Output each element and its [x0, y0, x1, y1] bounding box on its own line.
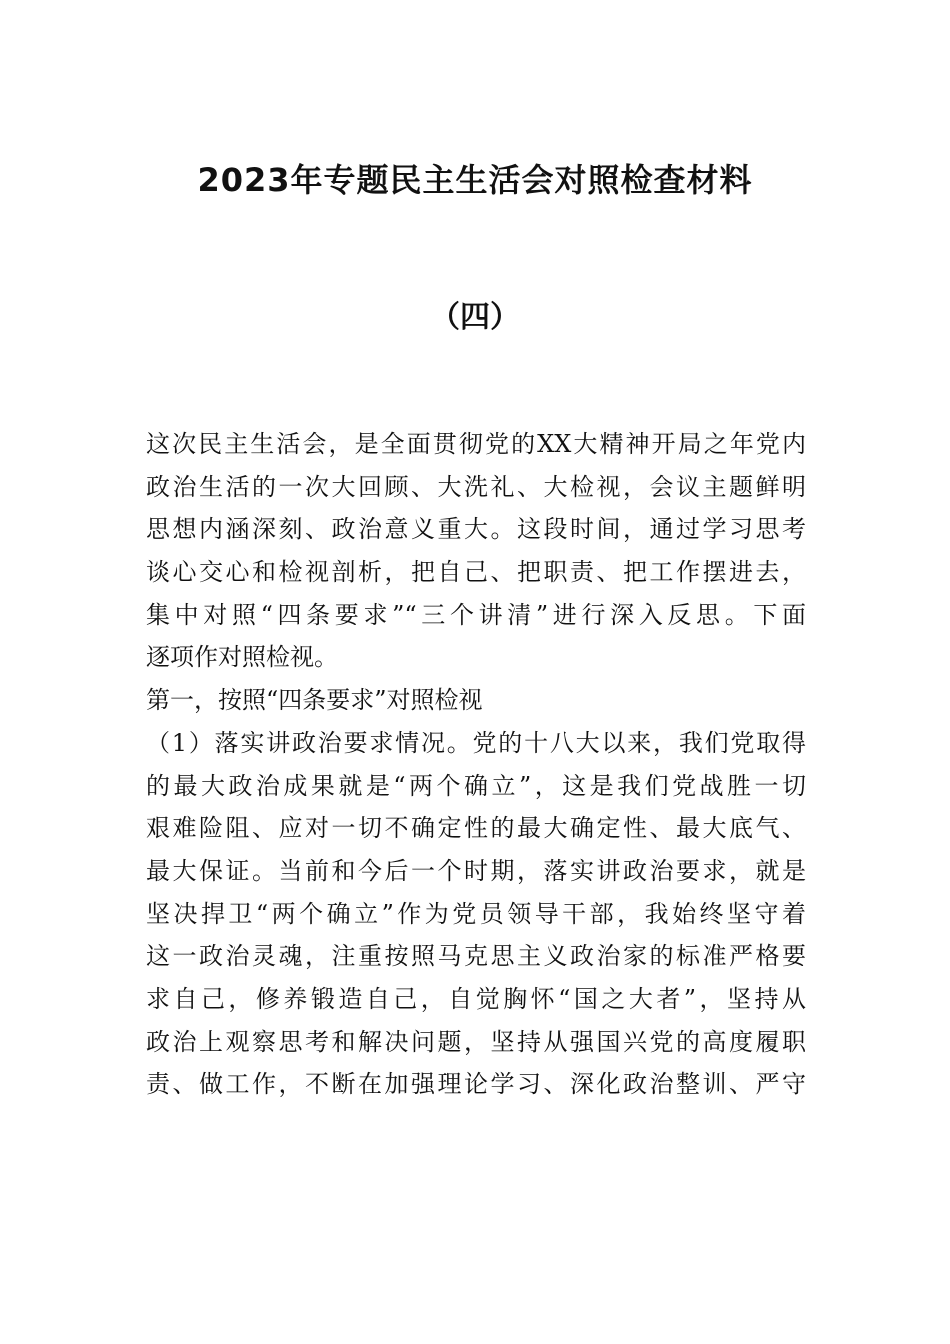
document-title: 2023年专题民主生活会对照检查材料	[197, 161, 753, 199]
text-line: 最大保证。当前和今后一个时期，落实讲政治要求，就是	[146, 856, 806, 885]
text-line: 集中对照“四条要求”“三个讲清”进行深入反思。下面	[146, 600, 806, 629]
text-line: 责、做工作，不断在加强理论学习、深化政治整训、严守	[146, 1070, 806, 1099]
text-line: （1）落实讲政治要求情况。党的十八大以来，我们党取得	[146, 728, 806, 757]
text-line: 这一政治灵魂，注重按照马克思主义政治家的标准严格要	[146, 942, 806, 971]
text-line: 求自己，修养锻造自己，自觉胸怀“国之大者”，坚持从	[146, 984, 806, 1013]
document-subtitle: （四）	[430, 300, 520, 335]
text-line: 谈心交心和检视剖析，把自己、把职责、把工作摆进去，	[146, 558, 806, 587]
text-line: 思想内涵深刻、政治意义重大。这段时间，通过学习思考	[146, 515, 806, 544]
text-line: 这次民主生活会，是全面贯彻党的XX大精神开局之年党内	[146, 430, 806, 458]
text-line: 第一，按照“四条要求”对照检视	[146, 686, 483, 715]
text-line: 政治生活的一次大回顾、大洗礼、大检视，会议主题鲜明	[146, 472, 806, 501]
body-text	[146, 423, 806, 1106]
text-line: 政治上观察思考和解决问题，坚持从强国兴党的高度履职	[146, 1027, 806, 1056]
text-line: 逐项作对照检视。	[146, 643, 338, 672]
text-line: 的最大政治成果就是“两个确立”，这是我们党战胜一切	[146, 771, 806, 800]
text-line: 坚决捍卫“两个确立”作为党员领导干部，我始终坚守着	[146, 899, 806, 928]
text-line: 艰难险阻、应对一切不确定性的最大确定性、最大底气、	[146, 814, 806, 843]
